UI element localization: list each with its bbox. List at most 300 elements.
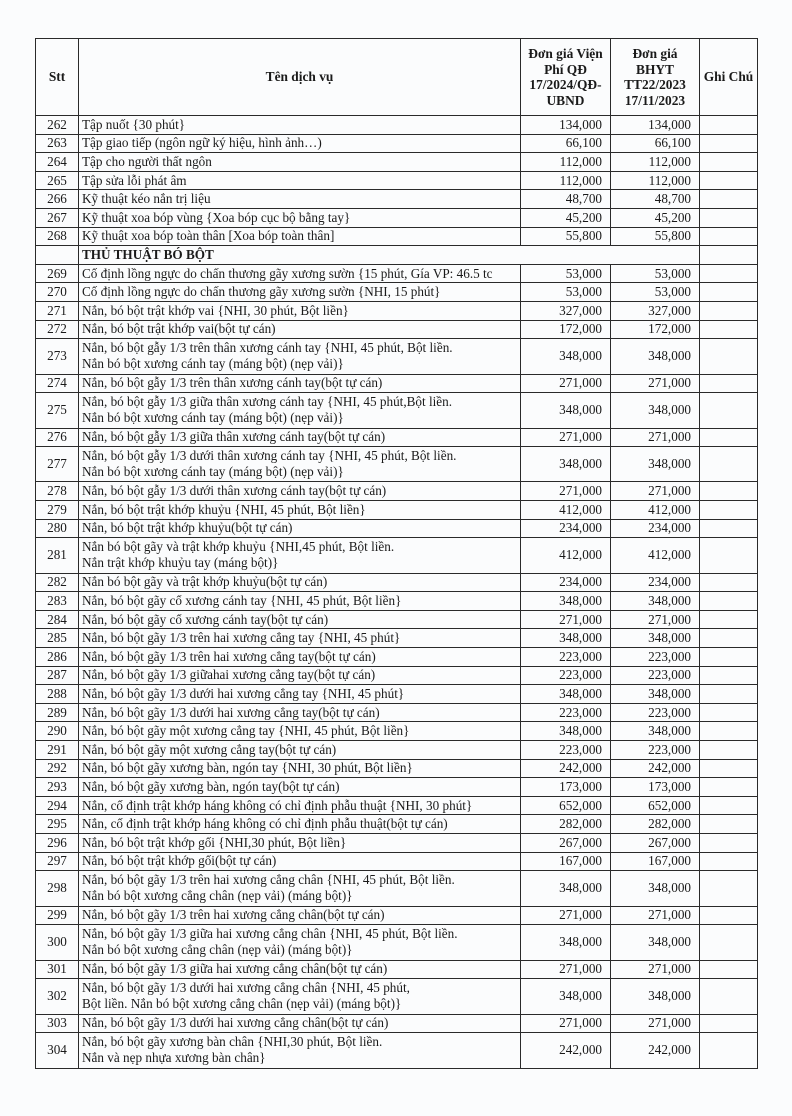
row-price-vp: 66,100 (521, 134, 611, 153)
section-stt (36, 246, 79, 265)
row-price-vp: 53,000 (521, 264, 611, 283)
row-stt: 304 (36, 1033, 79, 1068)
table-row (36, 925, 758, 960)
row-service-name (79, 722, 521, 741)
row-stt: 285 (36, 629, 79, 648)
row-price-vp: 223,000 (521, 703, 611, 722)
row-price-bhyt: 282,000 (611, 815, 700, 834)
row-stt: 267 (36, 208, 79, 227)
row-note (700, 629, 758, 648)
row-price-bhyt: 66,100 (611, 134, 700, 153)
row-price-bhyt: 271,000 (611, 960, 700, 979)
row-price-vp: 348,000 (521, 722, 611, 741)
row-service-name (79, 759, 521, 778)
row-price-bhyt: 271,000 (611, 374, 700, 393)
table-row (36, 227, 758, 246)
row-stt: 270 (36, 283, 79, 302)
service-name-line: Nắn, bó bột gẫy 1/3 giữa thân xương cánh tay {NHI, 45 phút,Bột liền. (82, 394, 453, 410)
row-price-bhyt: 652,000 (611, 796, 700, 815)
row-service-name (79, 666, 521, 685)
row-stt: 274 (36, 374, 79, 393)
row-price-bhyt: 267,000 (611, 833, 700, 852)
row-service-name (79, 339, 521, 374)
row-price-vp: 271,000 (521, 906, 611, 925)
row-stt: 302 (36, 979, 79, 1014)
header-service-name: Tên dịch vụ (79, 39, 521, 116)
table-row (36, 116, 758, 135)
row-price-vp: 223,000 (521, 666, 611, 685)
table-row (36, 374, 758, 393)
row-price-vp: 267,000 (521, 833, 611, 852)
service-name-line: Nắn, bó bột gãy xương bàn, ngón tay {NHI, 30 phút, Bột liền} (82, 760, 413, 776)
row-price-bhyt: 173,000 (611, 778, 700, 797)
row-service-name (79, 153, 521, 172)
service-name-line: Nắn trật khớp khuỷu tay (máng bột)} (82, 555, 279, 571)
row-price-vp: 167,000 (521, 852, 611, 871)
row-note (700, 906, 758, 925)
row-price-bhyt: 53,000 (611, 264, 700, 283)
service-name-line: Nắn, cố định trật khớp háng không có chỉ định phẫu thuật {NHI, 30 phút} (82, 797, 473, 813)
service-name-line: Kỹ thuật xoa bóp toàn thân [Xoa bóp toàn thân] (82, 228, 335, 244)
row-note (700, 301, 758, 320)
row-price-vp: 48,700 (521, 190, 611, 209)
row-note (700, 208, 758, 227)
row-note (700, 339, 758, 374)
row-note (700, 519, 758, 538)
row-price-vp: 112,000 (521, 171, 611, 190)
row-service-name (79, 592, 521, 611)
table-row (36, 979, 758, 1014)
row-price-vp: 348,000 (521, 685, 611, 704)
row-price-vp: 348,000 (521, 393, 611, 428)
table-row (36, 666, 758, 685)
service-name-line: Nắn bó bột xương cánh tay (máng bột) (nẹp vải)} (82, 356, 344, 372)
row-note (700, 283, 758, 302)
row-service-name (79, 393, 521, 428)
service-name-line: Nắn, bó bột gãy xương bàn, ngón tay(bột tự cán) (82, 778, 340, 794)
row-note (700, 648, 758, 667)
table-row (36, 685, 758, 704)
row-service-name (79, 610, 521, 629)
service-name-line: Nắn, bó bột gẫy 1/3 trên thân xương cánh tay(bột tự cán) (82, 375, 383, 391)
row-service-name (79, 519, 521, 538)
row-price-vp: 173,000 (521, 778, 611, 797)
service-name-line: Nắn bó bột xương cẳng chân (nẹp vải) (máng bột)} (82, 888, 353, 904)
row-price-bhyt: 112,000 (611, 171, 700, 190)
row-price-bhyt: 167,000 (611, 852, 700, 871)
row-service-name (79, 171, 521, 190)
row-price-bhyt: 348,000 (611, 447, 700, 482)
row-stt: 296 (36, 833, 79, 852)
row-price-bhyt: 242,000 (611, 759, 700, 778)
service-name-line: Nắn, bó bột gãy 1/3 trên hai xương cẳng tay(bột tự cán) (82, 648, 376, 664)
table-row (36, 339, 758, 374)
service-name-line: Nắn, bó bột gẫy 1/3 trên thân xương cánh tay {NHI, 45 phút, Bột liền. (82, 340, 453, 356)
row-stt: 265 (36, 171, 79, 190)
table-row (36, 134, 758, 153)
service-name-line: Nắn, bó bột trật khớp vai(bột tự cán) (82, 321, 276, 337)
row-price-vp: 271,000 (521, 482, 611, 501)
row-stt: 292 (36, 759, 79, 778)
table-row (36, 796, 758, 815)
row-stt: 262 (36, 116, 79, 135)
row-price-vp: 112,000 (521, 153, 611, 172)
row-service-name (79, 264, 521, 283)
row-note (700, 501, 758, 520)
row-stt: 284 (36, 610, 79, 629)
section-header-body (36, 246, 758, 265)
row-price-bhyt: 348,000 (611, 592, 700, 611)
section-row (36, 246, 758, 265)
table-row (36, 852, 758, 871)
header-note: Ghi Chú (700, 39, 758, 116)
table-row (36, 264, 758, 283)
table-row (36, 759, 758, 778)
row-stt: 286 (36, 648, 79, 667)
price-list-page (35, 38, 758, 1069)
row-price-vp: 348,000 (521, 447, 611, 482)
row-note (700, 171, 758, 190)
row-stt: 280 (36, 519, 79, 538)
row-service-name (79, 685, 521, 704)
row-note (700, 264, 758, 283)
row-stt: 264 (36, 153, 79, 172)
row-price-vp: 242,000 (521, 759, 611, 778)
row-price-vp: 172,000 (521, 320, 611, 339)
row-service-name (79, 815, 521, 834)
row-stt: 278 (36, 482, 79, 501)
table-row (36, 153, 758, 172)
row-stt: 269 (36, 264, 79, 283)
row-note (700, 134, 758, 153)
row-note (700, 759, 758, 778)
service-name-line: Nắn, bó bột gãy cổ xương cánh tay {NHI, 45 phút, Bột liền} (82, 593, 402, 609)
row-service-name (79, 833, 521, 852)
row-service-name (79, 925, 521, 960)
row-note (700, 482, 758, 501)
header-row (36, 39, 758, 116)
table-row (36, 1014, 758, 1033)
row-price-bhyt: 55,800 (611, 227, 700, 246)
table-row (36, 393, 758, 428)
row-price-bhyt: 348,000 (611, 722, 700, 741)
service-name-line: Nắn, bó bột gãy 1/3 trên hai xương cẳng tay {NHI, 45 phút} (82, 630, 401, 646)
row-price-bhyt: 327,000 (611, 301, 700, 320)
row-service-name (79, 778, 521, 797)
row-note (700, 666, 758, 685)
row-note (700, 979, 758, 1014)
table-row (36, 320, 758, 339)
row-note (700, 610, 758, 629)
row-note (700, 227, 758, 246)
row-price-bhyt: 271,000 (611, 482, 700, 501)
row-price-vp: 271,000 (521, 428, 611, 447)
row-service-name (79, 116, 521, 135)
row-service-name (79, 1014, 521, 1033)
service-name-line: Nắn, bó bột gãy 1/3 dưới hai xương cẳng tay(bột tự cán) (82, 704, 380, 720)
row-note (700, 320, 758, 339)
row-service-name (79, 979, 521, 1014)
row-stt: 271 (36, 301, 79, 320)
row-price-vp: 55,800 (521, 227, 611, 246)
row-price-bhyt: 271,000 (611, 428, 700, 447)
row-price-vp: 282,000 (521, 815, 611, 834)
table-row (36, 501, 758, 520)
service-name-line: Nắn bó bột xương cánh tay (máng bột) (nẹp vải)} (82, 464, 344, 480)
row-note (700, 960, 758, 979)
row-price-vp: 234,000 (521, 573, 611, 592)
row-service-name (79, 283, 521, 302)
service-name-line: Nắn, bó bột gãy một xương cẳng tay(bột tự cán) (82, 741, 337, 757)
row-stt: 297 (36, 852, 79, 871)
table-row (36, 741, 758, 760)
row-stt: 282 (36, 573, 79, 592)
row-note (700, 374, 758, 393)
service-name-line: Tập nuốt {30 phút} (82, 116, 186, 132)
row-price-bhyt: 242,000 (611, 1033, 700, 1068)
header-stt: Stt (36, 39, 79, 116)
row-price-vp: 271,000 (521, 610, 611, 629)
row-stt: 298 (36, 871, 79, 906)
row-service-name (79, 1033, 521, 1068)
row-note (700, 116, 758, 135)
row-service-name (79, 447, 521, 482)
row-note (700, 685, 758, 704)
row-service-name (79, 648, 521, 667)
service-name-line: Kỹ thuật xoa bóp vùng {Xoa bóp cục bộ bằng tay} (82, 209, 351, 225)
row-service-name (79, 190, 521, 209)
row-note (700, 833, 758, 852)
row-price-vp: 271,000 (521, 374, 611, 393)
row-price-vp: 271,000 (521, 960, 611, 979)
row-price-bhyt: 348,000 (611, 979, 700, 1014)
row-note (700, 703, 758, 722)
row-price-vp: 45,200 (521, 208, 611, 227)
service-name-line: Nắn, bó bột gẫy 1/3 dưới thân xương cánh tay {NHI, 45 phút, Bột liền. (82, 448, 457, 464)
row-price-bhyt: 234,000 (611, 519, 700, 538)
service-name-line: Nắn, bó bột gãy 1/3 giữa hai xương cẳng chân {NHI, 45 phút, Bột liền. (82, 926, 458, 942)
row-note (700, 592, 758, 611)
service-name-line: Nắn bó bột gãy và trật khớp khuỷu {NHI,45 phút, Bột liền. (82, 539, 395, 555)
row-stt: 288 (36, 685, 79, 704)
row-service-name (79, 482, 521, 501)
service-name-line: Nắn, bó bột trật khớp khuỷu(bột tự cán) (82, 520, 293, 536)
table-row (36, 573, 758, 592)
service-name-line: Nắn, bó bột gãy 1/3 giữahai xương cẳng tay(bột tự cán) (82, 667, 376, 683)
table-row (36, 428, 758, 447)
row-stt: 263 (36, 134, 79, 153)
row-stt: 294 (36, 796, 79, 815)
service-name-line: Nắn bó bột gãy và trật khớp khuỷu(bột tự cán) (82, 574, 328, 590)
service-price-table (35, 38, 758, 1069)
row-service-name (79, 320, 521, 339)
row-price-vp: 412,000 (521, 501, 611, 520)
table-row (36, 815, 758, 834)
row-stt: 272 (36, 320, 79, 339)
header-price-bhyt: Đơn giá BHYT TT22/2023 17/11/2023 (611, 39, 700, 116)
service-name-line: Nắn, bó bột gãy 1/3 trên hai xương cẳng chân {NHI, 45 phút, Bột liền. (82, 872, 455, 888)
row-stt: 276 (36, 428, 79, 447)
service-name-line: Cố định lồng ngực do chấn thương gãy xương sườn {NHI, 15 phút} (82, 284, 441, 300)
row-price-bhyt: 271,000 (611, 610, 700, 629)
section-note (700, 246, 758, 265)
row-price-vp: 327,000 (521, 301, 611, 320)
row-service-name (79, 501, 521, 520)
service-name-line: Bột liền. Nắn bó bột xương cẳng chân (nẹp vải) (máng bột)} (82, 996, 402, 1012)
row-stt: 289 (36, 703, 79, 722)
service-name-line: Nắn, bó bột gãy 1/3 trên hai xương cẳng chân(bột tự cán) (82, 907, 385, 923)
table-row (36, 833, 758, 852)
service-name-line: Nắn, bó bột gãy một xương cẳng tay {NHI, 45 phút, Bột liền} (82, 723, 410, 739)
table-row (36, 592, 758, 611)
row-note (700, 393, 758, 428)
service-name-line: Nắn, bó bột trật khớp vai {NHI, 30 phút, Bột liền} (82, 302, 349, 318)
row-price-bhyt: 223,000 (611, 703, 700, 722)
row-price-vp: 234,000 (521, 519, 611, 538)
row-price-bhyt: 348,000 (611, 393, 700, 428)
row-price-vp: 53,000 (521, 283, 611, 302)
row-price-bhyt: 223,000 (611, 648, 700, 667)
row-price-vp: 223,000 (521, 648, 611, 667)
table-row (36, 778, 758, 797)
row-price-vp: 242,000 (521, 1033, 611, 1068)
table-row (36, 648, 758, 667)
table-row (36, 538, 758, 573)
row-price-bhyt: 348,000 (611, 685, 700, 704)
row-price-bhyt: 112,000 (611, 153, 700, 172)
row-service-name (79, 741, 521, 760)
table-body-casting (36, 264, 758, 1068)
row-note (700, 815, 758, 834)
service-name-line: Tập giao tiếp (ngôn ngữ ký hiệu, hình ảnh…) (82, 135, 322, 151)
service-name-line: Nắn, bó bột gãy cổ xương cánh tay(bột tự cán) (82, 611, 329, 627)
row-price-vp: 134,000 (521, 116, 611, 135)
table-body-rehab (36, 116, 758, 246)
service-name-line: Nắn, bó bột gãy 1/3 dưới hai xương cẳng chân(bột tự cán) (82, 1015, 389, 1031)
row-service-name (79, 208, 521, 227)
row-note (700, 1014, 758, 1033)
row-service-name (79, 538, 521, 573)
row-price-bhyt: 271,000 (611, 1014, 700, 1033)
section-title: THỦ THUẬT BÓ BỘT (79, 246, 700, 265)
row-stt: 295 (36, 815, 79, 834)
service-name-line: Tập cho người thất ngôn (82, 153, 212, 169)
table-row (36, 871, 758, 906)
row-note (700, 778, 758, 797)
row-service-name (79, 906, 521, 925)
row-stt: 277 (36, 447, 79, 482)
row-price-bhyt: 348,000 (611, 339, 700, 374)
table-row (36, 722, 758, 741)
table-row (36, 482, 758, 501)
table-row (36, 1033, 758, 1068)
row-stt: 279 (36, 501, 79, 520)
row-note (700, 190, 758, 209)
service-name-line: Nắn, cố định trật khớp háng không có chỉ định phẫu thuật(bột tự cán) (82, 816, 448, 832)
row-service-name (79, 573, 521, 592)
service-name-line: Nắn và nẹp nhựa xương bàn chân} (82, 1050, 266, 1066)
service-name-line: Cố định lồng ngực do chấn thương gãy xương sườn {15 phút, Gía VP: 46.5 tc (82, 265, 493, 281)
service-name-line: Nắn, bó bột gãy 1/3 giữa hai xương cẳng chân(bột tự cán) (82, 961, 388, 977)
row-note (700, 573, 758, 592)
table-row (36, 519, 758, 538)
row-price-bhyt: 412,000 (611, 501, 700, 520)
row-note (700, 153, 758, 172)
row-stt: 301 (36, 960, 79, 979)
table-row (36, 447, 758, 482)
row-price-bhyt: 45,200 (611, 208, 700, 227)
row-price-bhyt: 412,000 (611, 538, 700, 573)
service-name-line: Nắn, bó bột gãy 1/3 dưới hai xương cẳng tay {NHI, 45 phút} (82, 686, 405, 702)
service-name-line: Nắn, bó bột gãy xương bàn chân {NHI,30 phút, Bột liền. (82, 1034, 383, 1050)
row-price-vp: 348,000 (521, 871, 611, 906)
table-row (36, 171, 758, 190)
row-price-vp: 223,000 (521, 741, 611, 760)
row-price-vp: 348,000 (521, 979, 611, 1014)
service-name-line: Nắn, bó bột trật khớp khuỷu {NHI, 45 phút, Bột liền} (82, 501, 366, 517)
table-header (36, 39, 758, 116)
row-price-vp: 348,000 (521, 925, 611, 960)
row-service-name (79, 428, 521, 447)
row-price-vp: 348,000 (521, 629, 611, 648)
row-service-name (79, 134, 521, 153)
row-price-bhyt: 348,000 (611, 629, 700, 648)
row-service-name (79, 374, 521, 393)
row-price-bhyt: 53,000 (611, 283, 700, 302)
row-note (700, 428, 758, 447)
table-row (36, 610, 758, 629)
row-stt: 283 (36, 592, 79, 611)
row-stt: 291 (36, 741, 79, 760)
service-name-line: Nắn, bó bột trật khớp gối {NHI,30 phút, Bột liền} (82, 834, 347, 850)
row-stt: 268 (36, 227, 79, 246)
row-service-name (79, 227, 521, 246)
table-row (36, 629, 758, 648)
table-row (36, 703, 758, 722)
service-name-line: Nắn, bó bột gãy 1/3 dưới hai xương cẳng chân {NHI, 45 phút, (82, 980, 410, 996)
row-stt: 266 (36, 190, 79, 209)
row-note (700, 722, 758, 741)
row-stt: 303 (36, 1014, 79, 1033)
row-service-name (79, 852, 521, 871)
row-stt: 275 (36, 393, 79, 428)
service-name-line: Nắn, bó bột gẫy 1/3 dưới thân xương cánh tay(bột tự cán) (82, 483, 387, 499)
row-price-bhyt: 223,000 (611, 741, 700, 760)
row-note (700, 538, 758, 573)
row-price-bhyt: 271,000 (611, 906, 700, 925)
service-name-line: Nắn, bó bột gẫy 1/3 giữa thân xương cánh tay(bột tự cán) (82, 429, 386, 445)
service-name-line: Kỹ thuật kéo nắn trị liệu (82, 191, 211, 207)
row-stt: 287 (36, 666, 79, 685)
row-stt: 299 (36, 906, 79, 925)
service-name-line: Nắn bó bột xương cẳng chân (nẹp vải) (máng bột)} (82, 942, 353, 958)
row-price-bhyt: 134,000 (611, 116, 700, 135)
row-price-vp: 348,000 (521, 339, 611, 374)
row-stt: 273 (36, 339, 79, 374)
table-row (36, 208, 758, 227)
row-stt: 281 (36, 538, 79, 573)
row-service-name (79, 301, 521, 320)
row-note (700, 871, 758, 906)
service-name-line: Nắn, bó bột trật khớp gối(bột tự cán) (82, 853, 277, 869)
row-price-bhyt: 223,000 (611, 666, 700, 685)
service-name-line: Tập sửa lỗi phát âm (82, 172, 187, 188)
table-row (36, 960, 758, 979)
row-stt: 293 (36, 778, 79, 797)
row-price-bhyt: 172,000 (611, 320, 700, 339)
row-service-name (79, 796, 521, 815)
row-price-vp: 412,000 (521, 538, 611, 573)
